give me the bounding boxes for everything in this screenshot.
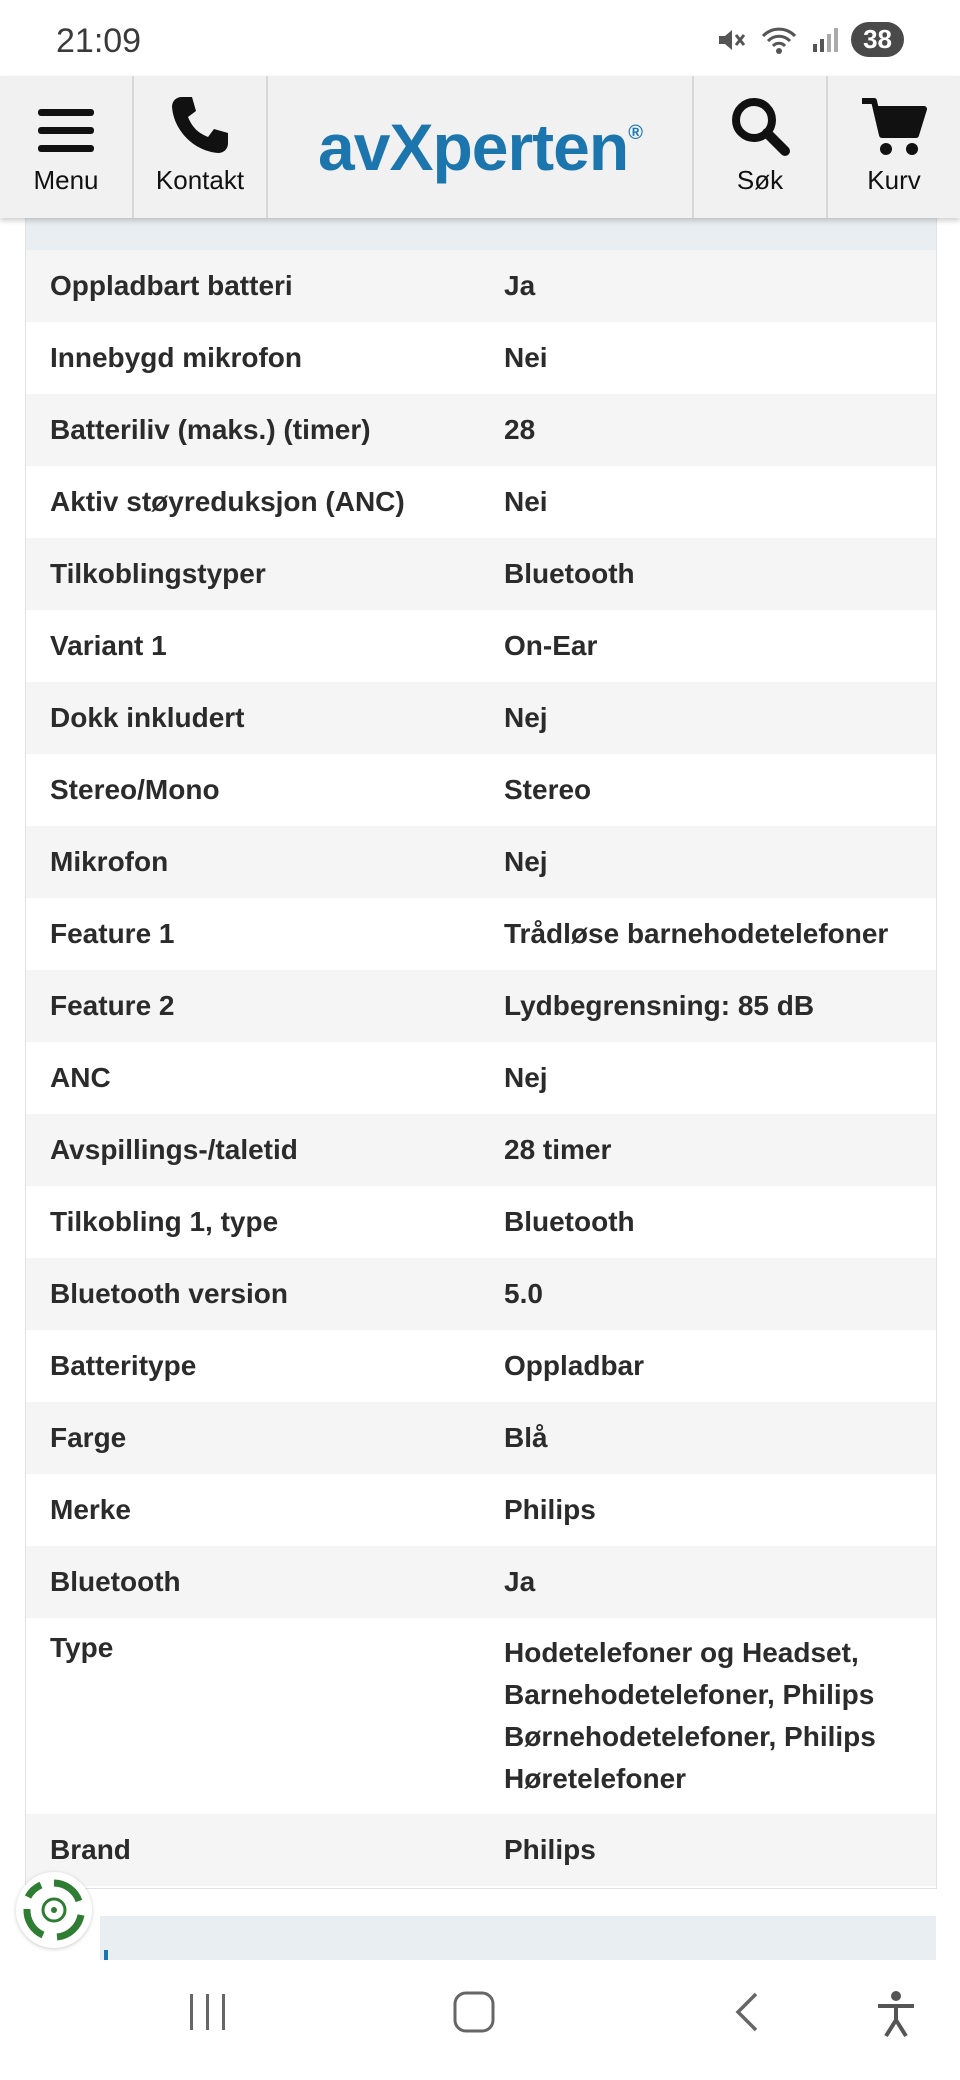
- table-row: [26, 394, 936, 466]
- spec-value: Nei: [504, 342, 548, 373]
- contact-label: Kontakt: [155, 165, 245, 195]
- site-header: [0, 76, 960, 218]
- site-logo[interactable]: [268, 76, 692, 218]
- cart-icon: [860, 95, 928, 157]
- mute-icon: [715, 24, 747, 56]
- spec-value: Nej: [504, 1062, 548, 1093]
- status-icons: [715, 22, 904, 57]
- spec-key: Tilkobling 1, type: [50, 1206, 279, 1237]
- status-time: 21:09: [56, 22, 142, 60]
- recycle-icon: [19, 1875, 89, 1945]
- spec-value: Bluetooth: [504, 1206, 635, 1237]
- spec-value: Ja: [504, 1566, 536, 1597]
- spec-table: [25, 218, 937, 1889]
- spec-key: Aktiv støyreduksjon (ANC): [50, 486, 405, 517]
- spec-key: Type: [50, 1632, 114, 1663]
- spec-value: On-Ear: [504, 630, 598, 661]
- table-row: [26, 322, 936, 394]
- table-top-strip: [26, 218, 936, 250]
- table-row: [26, 1042, 936, 1114]
- spec-value: Nej: [504, 702, 548, 733]
- spec-value: Oppladbar: [504, 1350, 645, 1381]
- spec-key: Stereo/Mono: [50, 774, 220, 805]
- search-icon: [729, 95, 791, 157]
- spec-value: 28: [504, 414, 536, 445]
- spec-rows: [26, 250, 936, 1886]
- spec-key: Brand: [50, 1834, 131, 1865]
- table-row: [26, 250, 936, 322]
- spec-value: 28 timer: [504, 1134, 612, 1165]
- menu-label: Menu: [33, 165, 99, 195]
- table-row: [26, 754, 936, 826]
- spec-key: Oppladbart batteri: [50, 270, 293, 301]
- table-row: [26, 1546, 936, 1618]
- table-row: [26, 826, 936, 898]
- home-icon[interactable]: [452, 1990, 496, 2034]
- spec-key: Dokk inkludert: [50, 702, 245, 733]
- spec-value: Hodetelefoner og Headset, Barnehodetelefoner, Philips Børnehodetelefoner, Philips Høretelefoner: [504, 1637, 876, 1794]
- spec-key: Feature 1: [50, 918, 175, 949]
- registered-mark: ®: [628, 121, 642, 144]
- spec-key: Feature 2: [50, 990, 175, 1021]
- spec-value: Nej: [504, 846, 548, 877]
- signal-icon: [811, 26, 839, 54]
- table-row: [26, 1186, 936, 1258]
- table-row: [26, 538, 936, 610]
- spec-value: Nei: [504, 486, 548, 517]
- table-row: [26, 610, 936, 682]
- table-row: [26, 1258, 936, 1330]
- table-row: [26, 466, 936, 538]
- spec-value: Philips: [504, 1834, 596, 1865]
- hamburger-icon: [36, 105, 96, 157]
- spec-value: Ja: [504, 270, 536, 301]
- system-nav-bar: [0, 1960, 960, 2080]
- table-row: [26, 1330, 936, 1402]
- contact-button[interactable]: [134, 76, 268, 218]
- status-bar: [0, 0, 960, 76]
- search-label: Søk: [736, 165, 784, 195]
- spec-value: Philips: [504, 1494, 596, 1525]
- menu-button[interactable]: [0, 76, 134, 218]
- phone-icon: [168, 93, 232, 157]
- battery-indicator: 38: [851, 22, 904, 57]
- spec-key: ANC: [50, 1062, 111, 1093]
- cart-button[interactable]: [826, 76, 960, 218]
- table-row: [26, 1618, 936, 1814]
- spec-key: Batteritype: [50, 1350, 197, 1381]
- spec-key: Bluetooth: [50, 1566, 181, 1597]
- spec-key: Batteriliv (maks.) (timer): [50, 414, 371, 445]
- spec-key: Avspillings-/taletid: [50, 1134, 298, 1165]
- back-icon[interactable]: [728, 1990, 772, 2034]
- logo-text: avXperten: [318, 110, 629, 184]
- spec-key: Variant 1: [50, 630, 167, 661]
- spec-key: Bluetooth version: [50, 1278, 289, 1309]
- table-row: [26, 898, 936, 970]
- spec-value: Lydbegrensning: 85 dB: [504, 990, 815, 1021]
- recycle-widget-button[interactable]: [16, 1872, 92, 1948]
- recent-apps-icon[interactable]: [186, 1990, 230, 2034]
- spec-value: Trådløse barnehodetelefoner: [504, 918, 889, 949]
- section-accent: [104, 1950, 108, 1960]
- spec-key: Mikrofon: [50, 846, 169, 877]
- spec-key: Tilkoblingstyper: [50, 558, 266, 589]
- spec-value: 5.0: [504, 1278, 543, 1309]
- table-row: [26, 1114, 936, 1186]
- spec-key: Innebygd mikrofon: [50, 342, 302, 373]
- spec-value: Blå: [504, 1422, 548, 1453]
- spec-key: Merke: [50, 1494, 131, 1525]
- table-row: [26, 1814, 936, 1886]
- table-row: [26, 970, 936, 1042]
- accessibility-icon[interactable]: [874, 1990, 918, 2038]
- cart-label: Kurv: [867, 165, 921, 195]
- wifi-icon: [759, 24, 799, 56]
- table-row: [26, 682, 936, 754]
- table-row: [26, 1402, 936, 1474]
- table-row: [26, 1474, 936, 1546]
- spec-value: Bluetooth: [504, 558, 635, 589]
- spec-value: Stereo: [504, 774, 592, 805]
- next-section-strip: [100, 1916, 936, 1960]
- search-button[interactable]: [692, 76, 826, 218]
- spec-key: Farge: [50, 1422, 127, 1453]
